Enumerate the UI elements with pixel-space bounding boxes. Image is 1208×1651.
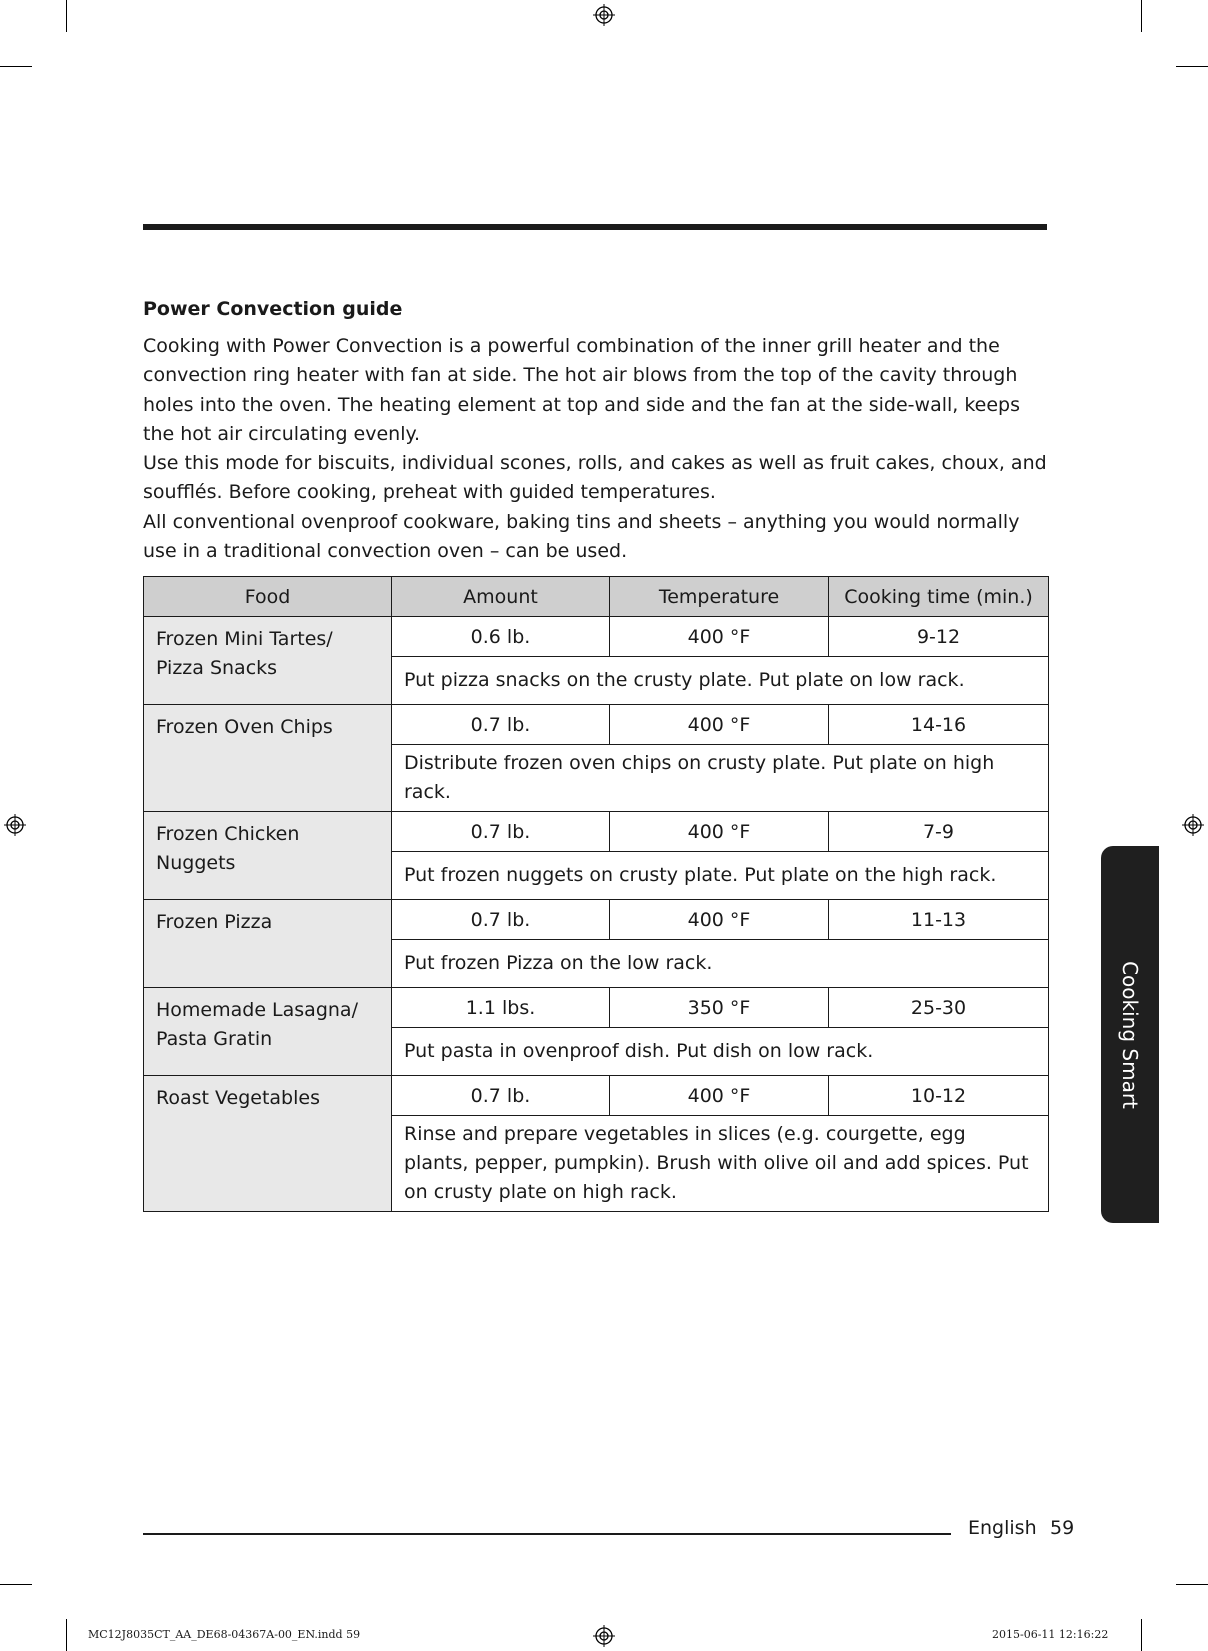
table-header-row: [144, 577, 1049, 617]
food-cell: Frozen Oven Chips: [144, 705, 392, 812]
print-slug-date: 2015-06-11 12:16:22: [992, 1628, 1109, 1641]
table-row: [144, 705, 1049, 745]
time-cell: 11-13: [829, 900, 1049, 940]
column-header: Amount: [392, 577, 610, 617]
temperature-cell: 400 °F: [610, 900, 829, 940]
table-row: [144, 812, 1049, 852]
time-cell: 10-12: [829, 1076, 1049, 1116]
footer-language: English: [968, 1517, 1037, 1539]
amount-cell: 0.7 lb.: [392, 812, 610, 852]
crop-mark: [1176, 66, 1208, 67]
column-header: Cooking time (min.): [829, 577, 1049, 617]
food-cell: Frozen Pizza: [144, 900, 392, 988]
instruction-cell: Put pasta in ovenproof dish. Put dish on low rack.: [392, 1028, 1049, 1076]
crop-mark: [0, 66, 32, 67]
temperature-cell: 400 °F: [610, 1076, 829, 1116]
crop-mark: [66, 0, 67, 32]
temperature-cell: 350 °F: [610, 988, 829, 1028]
registration-mark-icon: [1182, 814, 1204, 836]
table-row: [144, 617, 1049, 657]
column-header: Food: [144, 577, 392, 617]
crop-mark: [66, 1619, 67, 1651]
food-cell: Frozen Chicken Nuggets: [144, 812, 392, 900]
section-rule: [143, 224, 1047, 230]
instruction-cell: Rinse and prepare vegetables in slices (e.g. courgette, egg plants, pepper, pumpkin). Brush with olive oil and add spices. Put on crusty plate on high rack.: [392, 1116, 1049, 1212]
time-cell: 9-12: [829, 617, 1049, 657]
intro-text: [143, 332, 1053, 566]
food-cell: Roast Vegetables: [144, 1076, 392, 1212]
intro-paragraph: Use this mode for biscuits, individual scones, rolls, and cakes as well as fruit cakes, choux, and soufflés. Before cooking, preheat with guided temperatures.: [143, 452, 1047, 504]
intro-paragraph: All conventional ovenproof cookware, baking tins and sheets – anything you would normally use in a traditional convection oven – can be used.: [143, 510, 1020, 563]
food-cell: Homemade Lasagna/ Pasta Gratin: [144, 988, 392, 1076]
temperature-cell: 400 °F: [610, 617, 829, 657]
instruction-cell: Put pizza snacks on the crusty plate. Put plate on low rack.: [392, 657, 1049, 705]
time-cell: 14-16: [829, 705, 1049, 745]
temperature-cell: 400 °F: [610, 812, 829, 852]
registration-mark-icon: [4, 814, 26, 836]
chapter-side-tab-label: Cooking Smart: [1118, 960, 1142, 1109]
column-header: Temperature: [610, 577, 829, 617]
amount-cell: 0.6 lb.: [392, 617, 610, 657]
cooking-guide-table: [143, 576, 1049, 1212]
intro-paragraph: Cooking with Power Convection is a powerful combination of the inner grill heater and the convection ring heater with fan at side. The hot air blows from the top of the cavity through holes into the oven. The heating element at top and side and the fan at the side-wall, keeps the hot air circulating evenly.: [143, 335, 1021, 445]
print-slug-file: MC12J8035CT_AA_DE68-04367A-00_EN.indd 59: [88, 1628, 361, 1641]
food-cell: Frozen Mini Tartes/ Pizza Snacks: [144, 617, 392, 705]
table-row: [144, 988, 1049, 1028]
crop-mark: [1141, 0, 1142, 32]
time-cell: 25-30: [829, 988, 1049, 1028]
footer-rule: [143, 1533, 951, 1535]
page-number: 59: [1050, 1517, 1075, 1539]
registration-mark-icon: [593, 1625, 615, 1647]
instruction-cell: Distribute frozen oven chips on crusty plate. Put plate on high rack.: [392, 745, 1049, 812]
instruction-cell: Put frozen Pizza on the low rack.: [392, 940, 1049, 988]
amount-cell: 0.7 lb.: [392, 705, 610, 745]
amount-cell: 0.7 lb.: [392, 900, 610, 940]
table-row: [144, 900, 1049, 940]
chapter-side-tab: [1101, 846, 1159, 1223]
temperature-cell: 400 °F: [610, 705, 829, 745]
table-row: [144, 1076, 1049, 1116]
amount-cell: 0.7 lb.: [392, 1076, 610, 1116]
section-heading: Power Convection guide: [143, 298, 403, 320]
crop-mark: [1141, 1619, 1142, 1651]
instruction-cell: Put frozen nuggets on crusty plate. Put plate on the high rack.: [392, 852, 1049, 900]
time-cell: 7-9: [829, 812, 1049, 852]
crop-mark: [1176, 1584, 1208, 1585]
registration-mark-icon: [593, 4, 615, 26]
amount-cell: 1.1 lbs.: [392, 988, 610, 1028]
crop-mark: [0, 1584, 32, 1585]
